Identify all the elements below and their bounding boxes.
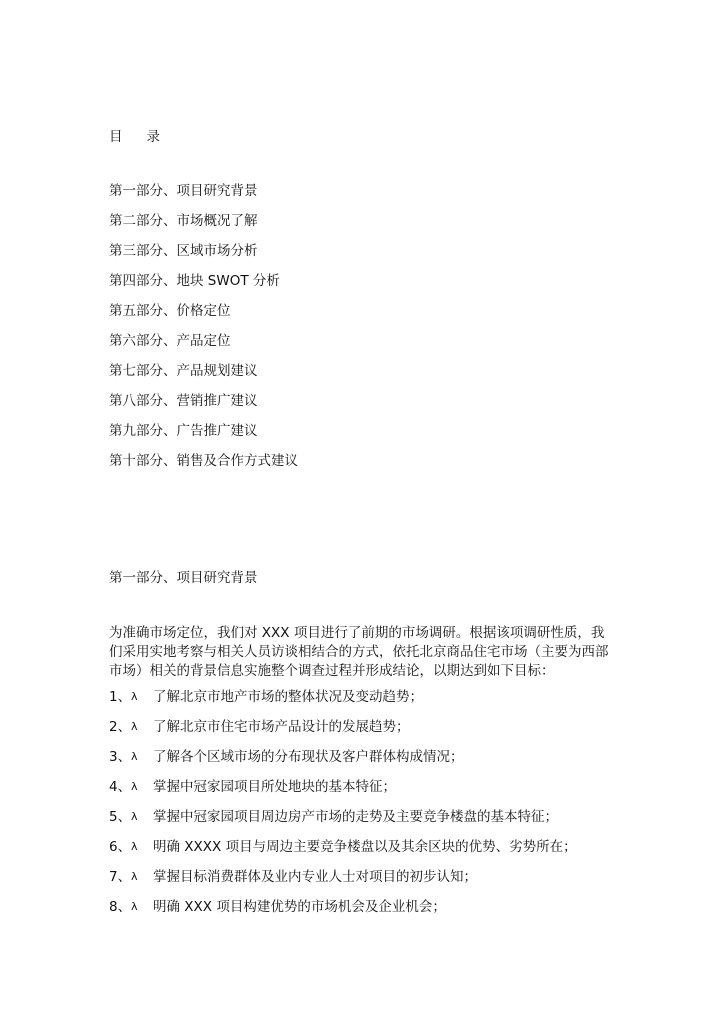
- toc-title-right: 录: [146, 129, 160, 145]
- toc-item: 第七部分、产品规划建议: [109, 363, 258, 379]
- toc-title: [109, 125, 160, 145]
- toc-list: [109, 183, 298, 483]
- goal-item: [109, 869, 577, 899]
- toc-item: 第六部分、产品定位: [109, 333, 231, 349]
- goal-item: [109, 689, 577, 719]
- toc-item: 第九部分、广告推广建议: [109, 423, 258, 439]
- goal-number: 7、: [109, 869, 132, 885]
- goal-number: 3、: [109, 749, 132, 765]
- bullet-icon: λ: [131, 780, 138, 793]
- bullet-icon: λ: [131, 720, 138, 733]
- bullet-icon: λ: [131, 900, 138, 913]
- bullet-icon: λ: [131, 840, 138, 853]
- toc-item: 第五部分、价格定位: [109, 303, 231, 319]
- goal-item: [109, 779, 577, 809]
- goals-list: [109, 689, 577, 929]
- goal-text: 了解各个区域市场的分布现状及客户群体构成情况；: [153, 749, 464, 765]
- toc-item: 第八部分、营销推广建议: [109, 393, 258, 409]
- toc-title-left: 目: [109, 129, 123, 145]
- intro-paragraph: 为准确市场定位，我们对 XXX 项目进行了前期的市场调研。根据该项调研性质，我们采用实地考察与相关人员访谈相结合的方式，依托北京商品住宅市场（主要为西部市场）相关的背景信息实施整个调查过程并形成结论，以期达到如下目标：: [109, 625, 609, 679]
- bullet-icon: λ: [131, 690, 138, 703]
- goal-number: 6、: [109, 839, 132, 855]
- goal-number: 8、: [109, 899, 132, 915]
- goal-text: 明确 XXX 项目构建优势的市场机会及企业机会；: [153, 899, 446, 915]
- goal-number: 5、: [109, 809, 132, 825]
- goal-number: 2、: [109, 719, 132, 735]
- goal-text: 掌握中冠家园项目周边房产市场的走势及主要竞争楼盘的基本特征；: [153, 809, 558, 825]
- goal-text: 了解北京市地产市场的整体状况及变动趋势；: [153, 689, 423, 705]
- toc-item: 第十部分、销售及合作方式建议: [109, 453, 298, 469]
- toc-item: 第二部分、市场概况了解: [109, 213, 258, 229]
- goal-number: 4、: [109, 779, 132, 795]
- toc-item: 第一部分、项目研究背景: [109, 183, 258, 199]
- goal-text: 了解北京市住宅市场产品设计的发展趋势；: [153, 719, 410, 735]
- goal-text: 明确 XXXX 项目与周边主要竞争楼盘以及其余区块的优势、劣势所在；: [153, 839, 577, 855]
- goal-text: 掌握目标消费群体及业内专业人士对项目的初步认知；: [153, 869, 477, 885]
- goal-item: [109, 719, 577, 749]
- toc-item: 第三部分、区域市场分析: [109, 243, 258, 259]
- bullet-icon: λ: [131, 810, 138, 823]
- goal-item: [109, 809, 577, 839]
- goal-item: [109, 899, 577, 929]
- goal-number: 1、: [109, 689, 132, 705]
- bullet-icon: λ: [131, 870, 138, 883]
- section-heading: 第一部分、项目研究背景: [109, 570, 258, 586]
- toc-item: 第四部分、地块 SWOT 分析: [109, 273, 280, 289]
- bullet-icon: λ: [131, 750, 138, 763]
- goal-item: [109, 839, 577, 869]
- goal-text: 掌握中冠家园项目所处地块的基本特征；: [153, 779, 396, 795]
- goal-item: [109, 749, 577, 779]
